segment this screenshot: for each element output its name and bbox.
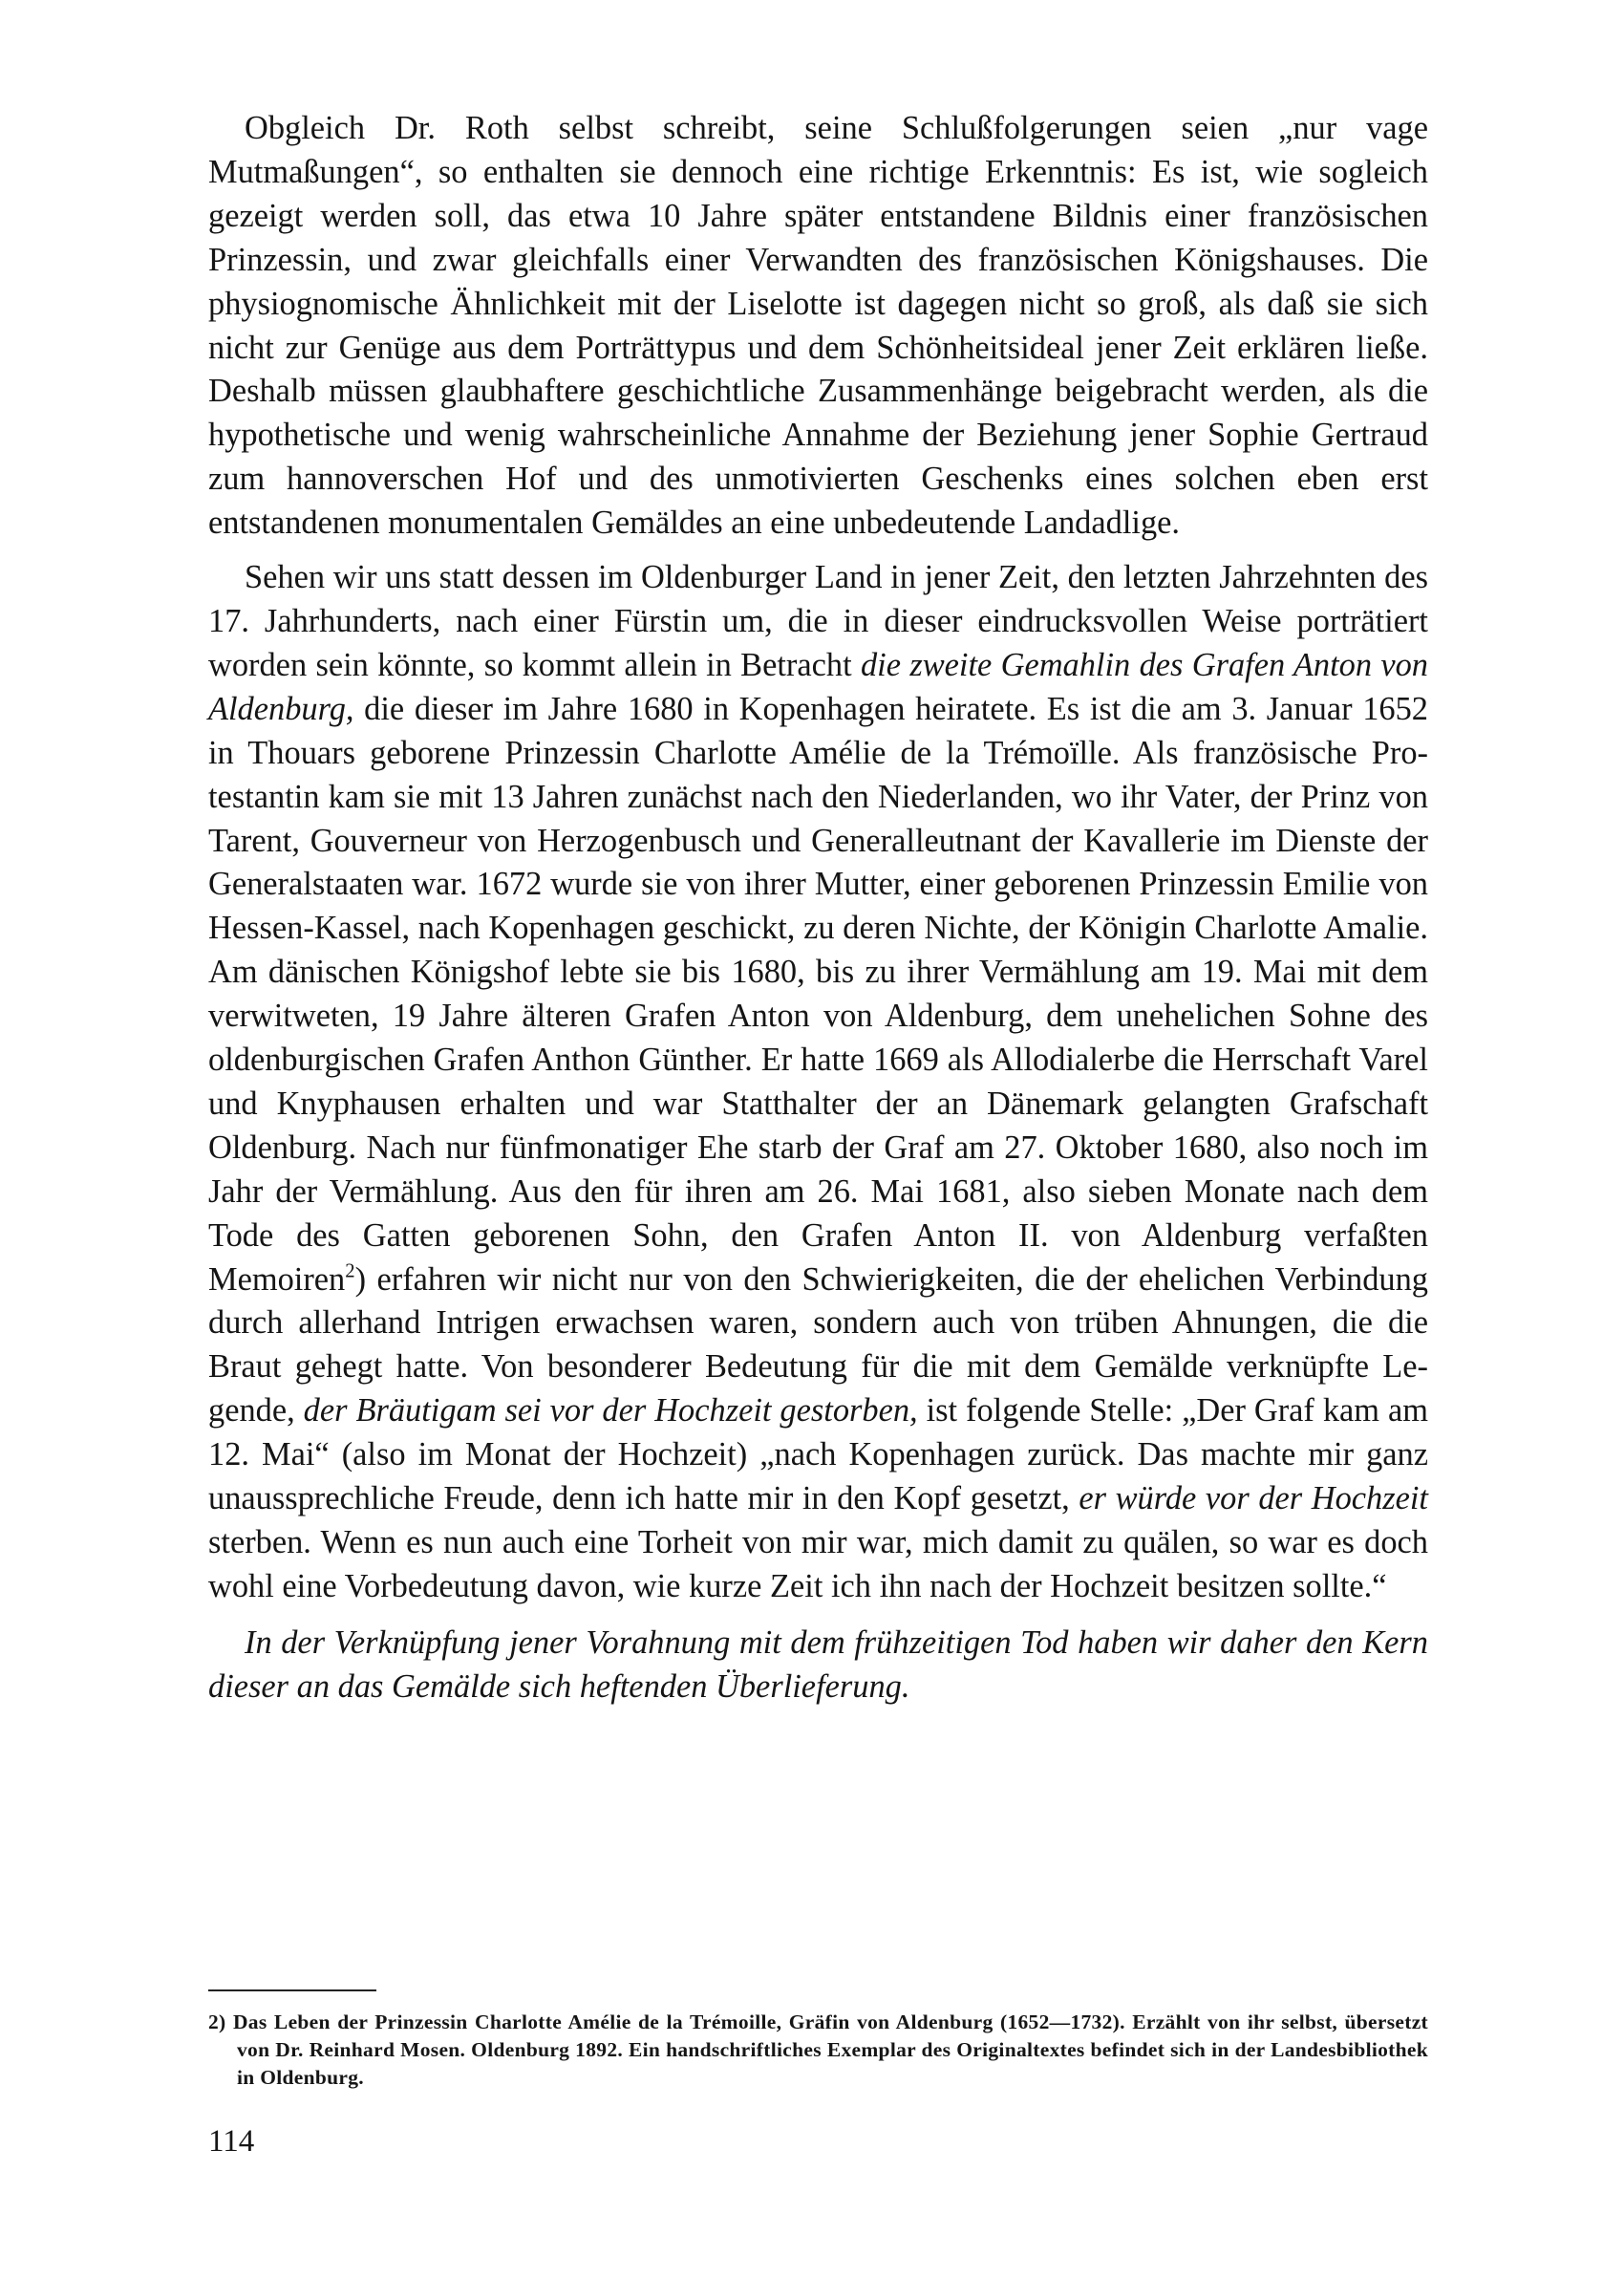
footnote-marker: 2 (345, 1260, 355, 1282)
text-run: sterben. Wenn es nun auch eine Torheit von mir war, mich damit zu quälen, so war es doch wohl eine Vorbedeutung davon, wie kurze Zeit ich ihn nach der Hochzeit besitzen sollte.“ (208, 1524, 1428, 1604)
text-run: Obgleich Dr. Roth selbst schreibt, seine Schlußfolgerungen seien „nur vage Mutmaßungen“, so enthalten sie dennoch eine richtige Erkenntnis: Es ist, wie sogleich gezeigt werden soll, das etwa 10 Jahre später entstandene Bildnis einer französischen Prinzessin, und zwar gleichfalls einer Verwandten des französischen Königshauses. Die physiognomische Ähnlichkeit mit der Liselotte ist dagegen nicht so groß, als daß sie sich nicht zur Genüge aus dem Porträttypus und dem Schönheitsideal jener Zeit erklären ließe. Deshalb müssen glaubhaftere geschichtliche Zusammenhänge beigebracht werden, als die hypothetische und wenig wahrscheinliche Annahme der Beziehung jener Sophie Gertraud zum hannoverschen Hof und des unmotivierten Geschenks eines solchen eben erst entstandenen monumentalen Gemäldes an eine unbedeutende Landadlige. (208, 110, 1428, 542)
italic-phrase: er würde vor der Hochzeit (1079, 1480, 1428, 1517)
paragraph-roth-conclusions (208, 107, 1428, 546)
text-run: In der Verknüpfung jener Vorahnung mit dem frühzeitigen Tod haben wir daher den Kern dieser an das Gemälde sich heftenden Überlieferung. (208, 1623, 1428, 1705)
footnote-divider (208, 1989, 376, 1991)
text-run: die dieser im Jahre 1680 in Kopenhagen heiratete. Es ist die am 3. Januar 1652 in Thouars geborene Prinzessin Charlotte Amélie de la Trémoïlle. Als französische Protestantin kam sie mit 13 Jahren zunächst nach den Niederlanden, wo ihr Vater, der Prinz von Tarent, Gouverneur von Herzogenbusch und Generalleutnant der Kavallerie im Dienste der Generalstaaten war. 1672 wurde sie von ihrer Mutter, einer geborenen Prinzessin Emilie von Hessen-Kassel, nach Kopenhagen geschickt, zu deren Nichte, der Königin Charlotte Amalie. Am dänischen Königshof lebte sie bis 1680, bis zu ihrer Vermählung am 19. Mai mit dem verwitweten, 19 Jahre älteren Grafen Anton von Aldenburg, dem unehelichen Sohne des oldenburgischen Grafen Anthon Günther. Er hatte 1669 als Allodialerbe die Herrschaft Varel und Knyphausen erhalten und war Statthalter der an Dänemark gelangten Grafschaft Oldenburg. Nach nur fünfmonatiger Ehe starb der Graf am 27. Oktober 1680, also noch im Jahr der Vermählung. Aus den für ihren am 26. Mai 1681, also sieben Monate nach dem Tode des Gatten geborenen Sohn, den Grafen Anton II. von Aldenburg verfaßten Memoiren (208, 690, 1428, 1298)
italic-phrase: die zweite Gemahlin des Grafen Anton von Aldenburg, (208, 646, 1428, 727)
paragraph-conclusion (208, 1622, 1428, 1709)
text-run: Sehen wir uns statt dessen im Oldenburger Land in jener Zeit, den letzten Jahrzehnten des 17. Jahrhunderts, nach einer Fürstin um, die in dieser eindrucksvollen Weise porträtiert worden sein könnte, so kommt allein in Betracht (208, 559, 1428, 683)
body-text (208, 107, 1428, 1709)
paragraph-charlotte-amelie (208, 556, 1428, 1609)
page-number: 114 (208, 2124, 255, 2159)
footnote-2: 2) Das Leben der Prinzessin Charlotte Amélie de la Trémoille, Gräfin von Aldenburg (1652—1732). Erzählt von ihr selbst, übersetzt von Dr. Reinhard Mosen. Oldenburg 1892. Ein handschriftliches Exemplar des Originaltextes befindet sich in der Landesbibliothek in Oldenburg. (208, 2010, 1428, 2089)
text-run: ) erfahren wir nicht nur von den Schwierigkeiten, die der ehelichen Verbindung durch allerhand Intrigen erwachsen waren, sondern auch von trüben Ahnungen, die die Braut gehegt hatte. Von besonderer Bedeutung für die mit dem Gemälde verknüpfte Legende, (208, 1260, 1428, 1430)
text-run: ist folgende Stelle: „Der Graf kam am 12. Mai“ (also im Monat der Hochzeit) „nach Kopenhagen zurück. Das machte mir ganz unaussprechliche Freude, denn ich hatte mir in den Kopf gesetzt, (208, 1392, 1428, 1517)
italic-phrase: der Bräutigam sei vor der Hochzeit gestorben, (303, 1392, 918, 1430)
